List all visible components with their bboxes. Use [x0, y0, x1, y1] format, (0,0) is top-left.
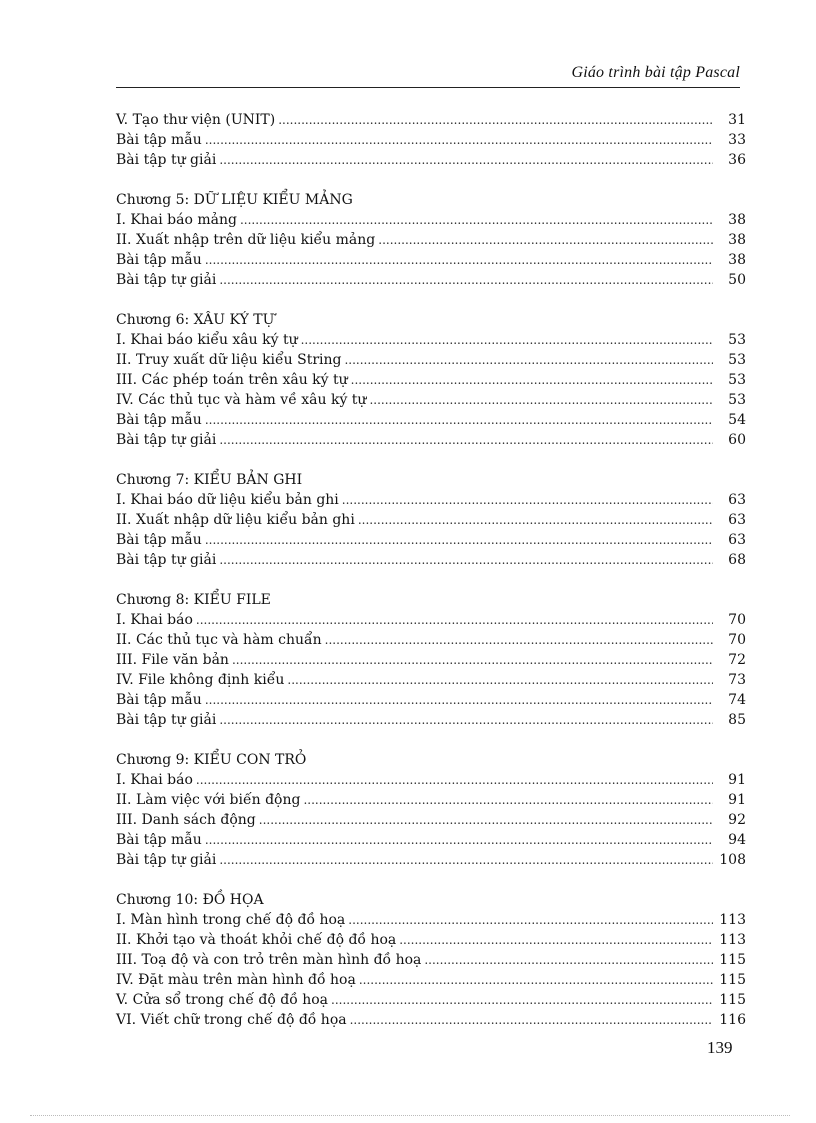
toc-entry-label: I. Khai báo mảng — [116, 212, 237, 228]
toc-section — [116, 750, 746, 870]
toc-section — [116, 190, 746, 290]
dot-leader — [348, 910, 713, 930]
toc-entry — [116, 830, 746, 850]
toc-entry-label: V. Tạo thư viện (UNIT) — [116, 112, 276, 128]
toc-entry — [116, 110, 746, 130]
toc-entry-label: IV. Đặt màu trên màn hình đồ hoạ — [116, 972, 356, 988]
dot-leader — [301, 330, 713, 350]
toc-entry-label: V. Cửa sổ trong chế độ đồ hoạ — [116, 992, 328, 1008]
toc-entry-page: 50 — [728, 272, 746, 288]
toc-entry-label: VI. Viết chữ trong chế độ đồ họa — [116, 1012, 347, 1028]
dot-leader — [351, 370, 713, 390]
toc-entry-label: III. File văn bản — [116, 652, 229, 668]
toc-entry-label: Bài tập mẫu — [116, 252, 202, 268]
toc-entry-page: 85 — [728, 712, 746, 728]
toc-entry-page: 38 — [728, 232, 746, 248]
toc-entry-label: Bài tập tự giải — [116, 432, 217, 448]
chapter-heading: Chương 5: DỮ LIỆU KIỂU MẢNG — [116, 192, 353, 208]
chapter-heading: Chương 7: KIỂU BẢN GHI — [116, 472, 303, 488]
toc-entry — [116, 850, 746, 870]
toc-entry — [116, 810, 746, 830]
toc-entry-page: 38 — [728, 212, 746, 228]
toc-entry-page: 94 — [728, 832, 746, 848]
toc-entry-label: Bài tập mẫu — [116, 532, 202, 548]
toc-entry — [116, 950, 746, 970]
dot-leader — [259, 810, 713, 830]
dot-leader — [350, 1010, 713, 1030]
toc-entry — [116, 610, 746, 630]
dot-leader — [399, 930, 713, 950]
dot-leader — [342, 490, 713, 510]
toc-entry — [116, 330, 746, 350]
toc-entry — [116, 650, 746, 670]
toc-entry — [116, 990, 746, 1010]
toc-entry — [116, 150, 746, 170]
toc-entry-label: Bài tập mẫu — [116, 692, 202, 708]
toc-entry-label: Bài tập tự giải — [116, 272, 217, 288]
toc-entry-label: II. Các thủ tục và hàm chuẩn — [116, 632, 322, 648]
toc-entry-page: 31 — [728, 112, 746, 128]
dot-leader — [369, 390, 713, 410]
toc-entry-label: Bài tập mẫu — [116, 412, 202, 428]
dot-leader — [219, 710, 713, 730]
toc-entry-label: Bài tập tự giải — [116, 552, 217, 568]
toc-entry — [116, 490, 746, 510]
toc-entry — [116, 230, 746, 250]
toc-entry-page: 68 — [728, 552, 746, 568]
toc-entry — [116, 370, 746, 390]
toc-entry — [116, 790, 746, 810]
toc-entry-page: 53 — [728, 352, 746, 368]
dot-leader — [378, 230, 713, 250]
toc-entry — [116, 630, 746, 650]
dot-leader — [205, 130, 713, 150]
toc-section — [116, 110, 746, 170]
page-number: 139 — [707, 1038, 733, 1057]
toc-section — [116, 470, 746, 570]
chapter-heading: Chương 8: KIỂU FILE — [116, 592, 271, 608]
toc-entry-page: 115 — [719, 952, 746, 968]
toc-entry-page: 74 — [728, 692, 746, 708]
dot-leader — [344, 350, 713, 370]
toc-entry — [116, 350, 746, 370]
toc-entry-label: I. Khai báo — [116, 772, 193, 788]
dot-leader — [205, 410, 713, 430]
toc-entry-label: II. Làm việc với biến động — [116, 792, 301, 808]
toc-entry-page: 91 — [728, 792, 746, 808]
toc-entry-label: III. Toạ độ và con trỏ trên màn hình đồ hoạ — [116, 952, 422, 968]
toc-entry-label: I. Khai báo — [116, 612, 193, 628]
toc-entry-page: 113 — [719, 912, 746, 928]
bottom-dotted-border — [30, 1115, 790, 1116]
toc-entry-page: 38 — [728, 252, 746, 268]
toc-entry-label: I. Khai báo dữ liệu kiểu bản ghi — [116, 492, 339, 508]
toc-entry — [116, 390, 746, 410]
dot-leader — [278, 110, 713, 130]
toc-entry-label: Bài tập tự giải — [116, 712, 217, 728]
toc-entry-page: 53 — [728, 392, 746, 408]
dot-leader — [219, 150, 713, 170]
dot-leader — [205, 530, 713, 550]
toc-entry — [116, 270, 746, 290]
toc-entry-page: 115 — [719, 972, 746, 988]
dot-leader — [359, 970, 713, 990]
toc-section — [116, 310, 746, 450]
dot-leader — [205, 830, 713, 850]
toc-entry-label: I. Khai báo kiểu xâu ký tự — [116, 332, 298, 348]
toc-entry-page: 113 — [719, 932, 746, 948]
toc-entry-page: 63 — [728, 532, 746, 548]
toc-entry-label: IV. File không định kiểu — [116, 672, 285, 688]
toc-entry — [116, 690, 746, 710]
dot-leader — [240, 210, 713, 230]
toc-entry-label: III. Danh sách động — [116, 812, 256, 828]
toc-entry — [116, 1010, 746, 1030]
toc-entry-page: 63 — [728, 492, 746, 508]
toc-entry — [116, 510, 746, 530]
toc-entry-page: 115 — [719, 992, 746, 1008]
header-rule — [116, 87, 740, 88]
toc-entry-page: 73 — [728, 672, 746, 688]
toc-entry — [116, 530, 746, 550]
toc-entry — [116, 410, 746, 430]
running-header-title: Giáo trình bài tập Pascal — [571, 64, 740, 81]
toc-section — [116, 590, 746, 730]
toc-entry-page: 70 — [728, 612, 746, 628]
dot-leader — [205, 690, 713, 710]
toc-entry-label: II. Xuất nhập trên dữ liệu kiểu mảng — [116, 232, 376, 248]
dot-leader — [219, 270, 713, 290]
toc-entry-page: 33 — [728, 132, 746, 148]
toc-section — [116, 890, 746, 1030]
toc-entry-label: Bài tập tự giải — [116, 152, 217, 168]
toc-entry-page: 53 — [728, 372, 746, 388]
toc-entry — [116, 770, 746, 790]
dot-leader — [196, 610, 713, 630]
dot-leader — [219, 430, 713, 450]
toc-entry — [116, 910, 746, 930]
toc-entry-label: I. Màn hình trong chế độ đồ hoạ — [116, 912, 346, 928]
toc-entry-page: 92 — [728, 812, 746, 828]
toc-entry — [116, 250, 746, 270]
dot-leader — [232, 650, 713, 670]
toc-entry-page: 108 — [719, 852, 746, 868]
dot-leader — [424, 950, 713, 970]
toc-entry — [116, 670, 746, 690]
dot-leader — [205, 250, 713, 270]
toc-entry-page: 63 — [728, 512, 746, 528]
chapter-heading: Chương 10: ĐỒ HỌA — [116, 892, 264, 908]
toc-entry-page: 54 — [728, 412, 746, 428]
chapter-heading: Chương 9: KIỂU CON TRỎ — [116, 752, 307, 768]
toc-entry-label: Bài tập tự giải — [116, 852, 217, 868]
toc-entry — [116, 930, 746, 950]
dot-leader — [331, 990, 713, 1010]
table-of-contents — [116, 110, 746, 1030]
toc-entry-label: IV. Các thủ tục và hàm về xâu ký tự — [116, 392, 367, 408]
toc-entry-label: III. Các phép toán trên xâu ký tự — [116, 372, 348, 388]
dot-leader — [303, 790, 713, 810]
chapter-heading: Chương 6: XÂU KÝ TỰ — [116, 312, 275, 328]
toc-entry — [116, 710, 746, 730]
toc-entry — [116, 430, 746, 450]
toc-entry-label: Bài tập mẫu — [116, 832, 202, 848]
toc-entry-page: 72 — [728, 652, 746, 668]
dot-leader — [219, 550, 713, 570]
toc-entry-page: 60 — [728, 432, 746, 448]
toc-entry-label: II. Khởi tạo và thoát khỏi chế độ đồ hoạ — [116, 932, 397, 948]
toc-entry — [116, 210, 746, 230]
toc-entry-page: 53 — [728, 332, 746, 348]
toc-entry-page: 70 — [728, 632, 746, 648]
dot-leader — [287, 670, 713, 690]
toc-entry-label: II. Truy xuất dữ liệu kiểu String — [116, 352, 342, 368]
dot-leader — [358, 510, 713, 530]
dot-leader — [325, 630, 713, 650]
toc-entry-label: II. Xuất nhập dữ liệu kiểu bản ghi — [116, 512, 355, 528]
toc-entry-page: 36 — [728, 152, 746, 168]
toc-entry — [116, 130, 746, 150]
dot-leader — [219, 850, 713, 870]
toc-entry — [116, 550, 746, 570]
toc-entry — [116, 970, 746, 990]
toc-entry-page: 116 — [719, 1012, 746, 1028]
toc-entry-page: 91 — [728, 772, 746, 788]
dot-leader — [196, 770, 713, 790]
toc-entry-label: Bài tập mẫu — [116, 132, 202, 148]
